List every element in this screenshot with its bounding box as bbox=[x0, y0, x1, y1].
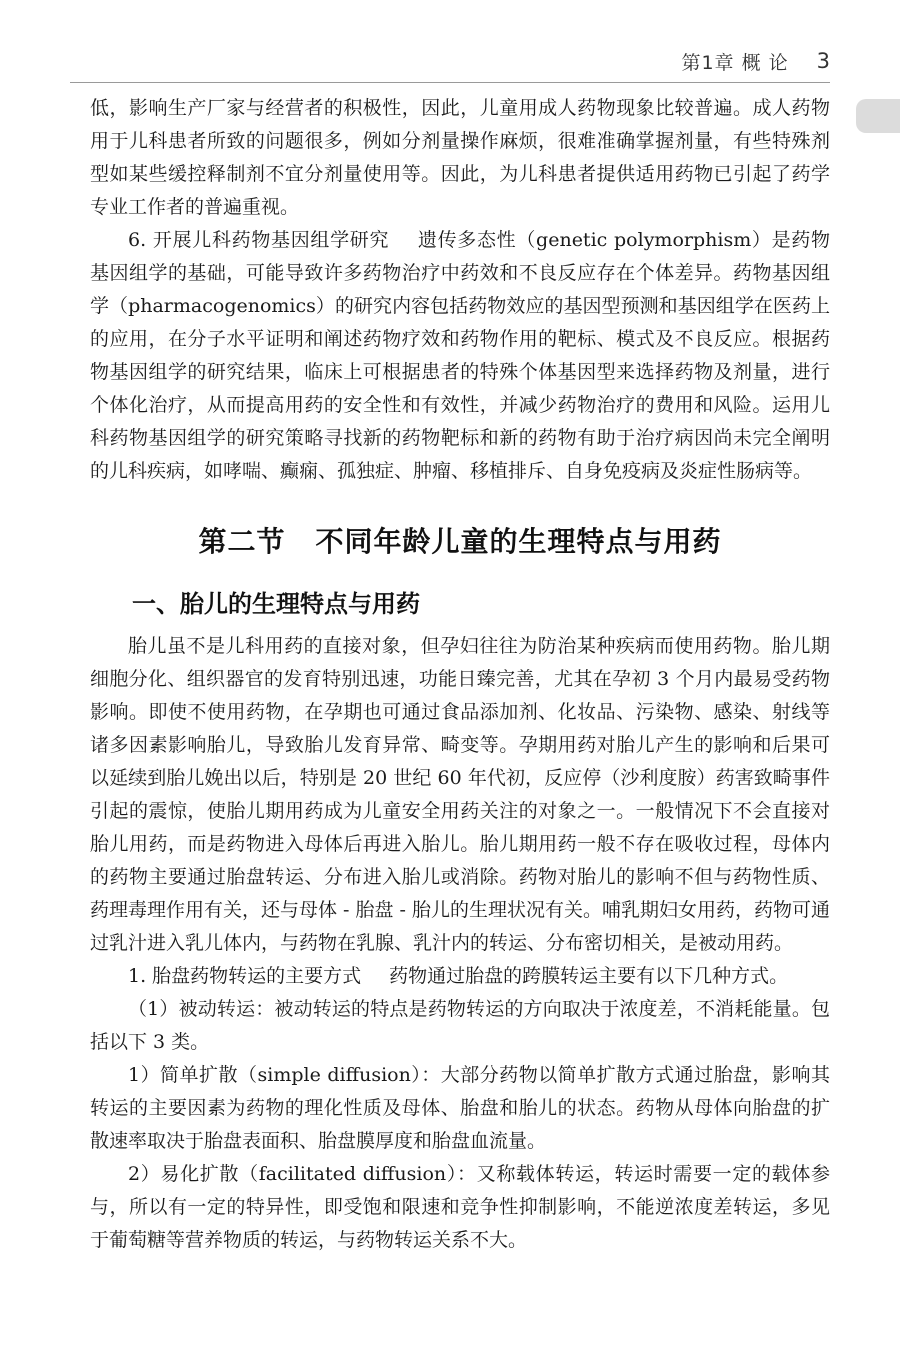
paragraph: （1）被动转运：被动转运的特点是药物转运的方向取决于浓度差，不消耗能量。包括以下 3 类。 bbox=[90, 998, 830, 1053]
section-heading bbox=[90, 518, 830, 566]
chapter-label: 第1章 概 论 bbox=[681, 51, 789, 74]
page-body bbox=[90, 92, 830, 1257]
paragraph: 胎儿虽不是儿科用药的直接对象，但孕妇往往为防治某种疾病而使用药物。胎儿期细胞分化、组织器官的发育特别迅速，功能日臻完善，尤其在孕初 3 个月内最易受药物影响。即使不使用药物，在孕期也可通过食品添加剂、化妆品、污染物、感染、射线等诸多因素影响胎儿，导致胎儿发育异常、畸变等。孕期用药对胎儿产生的影响和后果可以延续到胎儿娩出以后，特别是 20 世纪 60 年代初，反应停（沙利度胺）药害致畸事件引起的震惊，使胎儿期用药成为儿童安全用药关注的对象之一。一般情况下不会直接对胎儿用药，而是药物进入母体后再进入胎儿。胎儿期用药一般不存在吸收过程，母体内的药物主要通过胎盘转运、分布进入胎儿或消除。药物对胎儿的影响不但与药物性质、药理毒理作用有关，还与母体 - 胎盘 - 胎儿的生理状况有关。哺乳期妇女用药，药物可通过乳汁进入乳儿体内，与药物在乳腺、乳汁内的转运、分布密切相关，是被动用药。 bbox=[90, 635, 831, 954]
chapter-thumb-tab bbox=[856, 99, 900, 133]
paragraph: 1）简单扩散（simple diffusion）：大部分药物以简单扩散方式通过胎盘，影响其转运的主要因素为药物的理化性质及母体、胎盘和胎儿的状态。药物从母体向胎盘的扩散速率取决于胎盘表面积、胎盘膜厚度和胎盘血流量。 bbox=[90, 1064, 830, 1152]
paragraph-lead: 6. 开展儿科药物基因组学研究 bbox=[128, 229, 390, 251]
paragraph: 2）易化扩散（facilitated diffusion）：又称载体转运，转运时需要一定的载体参与，所以有一定的特异性，即受饱和限速和竞争性抑制影响，不能逆浓度差转运，多见于葡萄糖等营养物质的转运，与药物转运关系不大。 bbox=[90, 1163, 830, 1251]
paragraph-body: 遗传多态性（genetic polymorphism）是药物基因组学的基础，可能导致许多药物治疗中药效和不良反应存在个体差异。药物基因组学（pharmacogenomics）的研究内容包括药物效应的基因型预测和基因组学在医药上的应用，在分子水平证明和阐述药物疗效和药物作用的靶标、模式及不良反应。根据药物基因组学的研究结果，临床上可根据患者的特殊个体基因型来选择药物及剂量，进行个体化治疗，从而提高用药的安全性和有效性，并减少药物治疗的费用和风险。运用儿科药物基因组学的研究策略寻找新的药物靶标和新的药物有助于治疗病因尚未完全阐明的儿科疾病，如哮喘、癫痫、孤独症、肿瘤、移植排斥、自身免疫病及炎症性肠病等。 bbox=[90, 229, 830, 482]
subsection-heading: 一、胎儿的生理特点与用药 bbox=[132, 590, 420, 618]
running-header bbox=[681, 46, 830, 76]
paragraph bbox=[90, 224, 830, 488]
paragraph-body: 药物通过胎盘的跨膜转运主要有以下几种方式。 bbox=[389, 965, 789, 987]
paragraph: 低，影响生产厂家与经营者的积极性，因此，儿童用成人药物现象比较普遍。成人药物用于儿科患者所致的问题很多，例如分剂量操作麻烦，很难准确掌握剂量，有些特殊剂型如某些缓控释制剂不宜分剂量使用等。因此，为儿科患者提供适用药物已引起了药学专业工作者的普遍重视。 bbox=[90, 97, 830, 218]
paragraph bbox=[90, 960, 830, 993]
section-title: 不同年龄儿童的生理特点与用药 bbox=[315, 525, 722, 558]
page-number: 3 bbox=[816, 49, 830, 73]
header-divider bbox=[70, 82, 830, 83]
paragraph-lead: 1. 胎盘药物转运的主要方式 bbox=[128, 965, 362, 987]
section-number: 第二节 bbox=[198, 525, 286, 558]
